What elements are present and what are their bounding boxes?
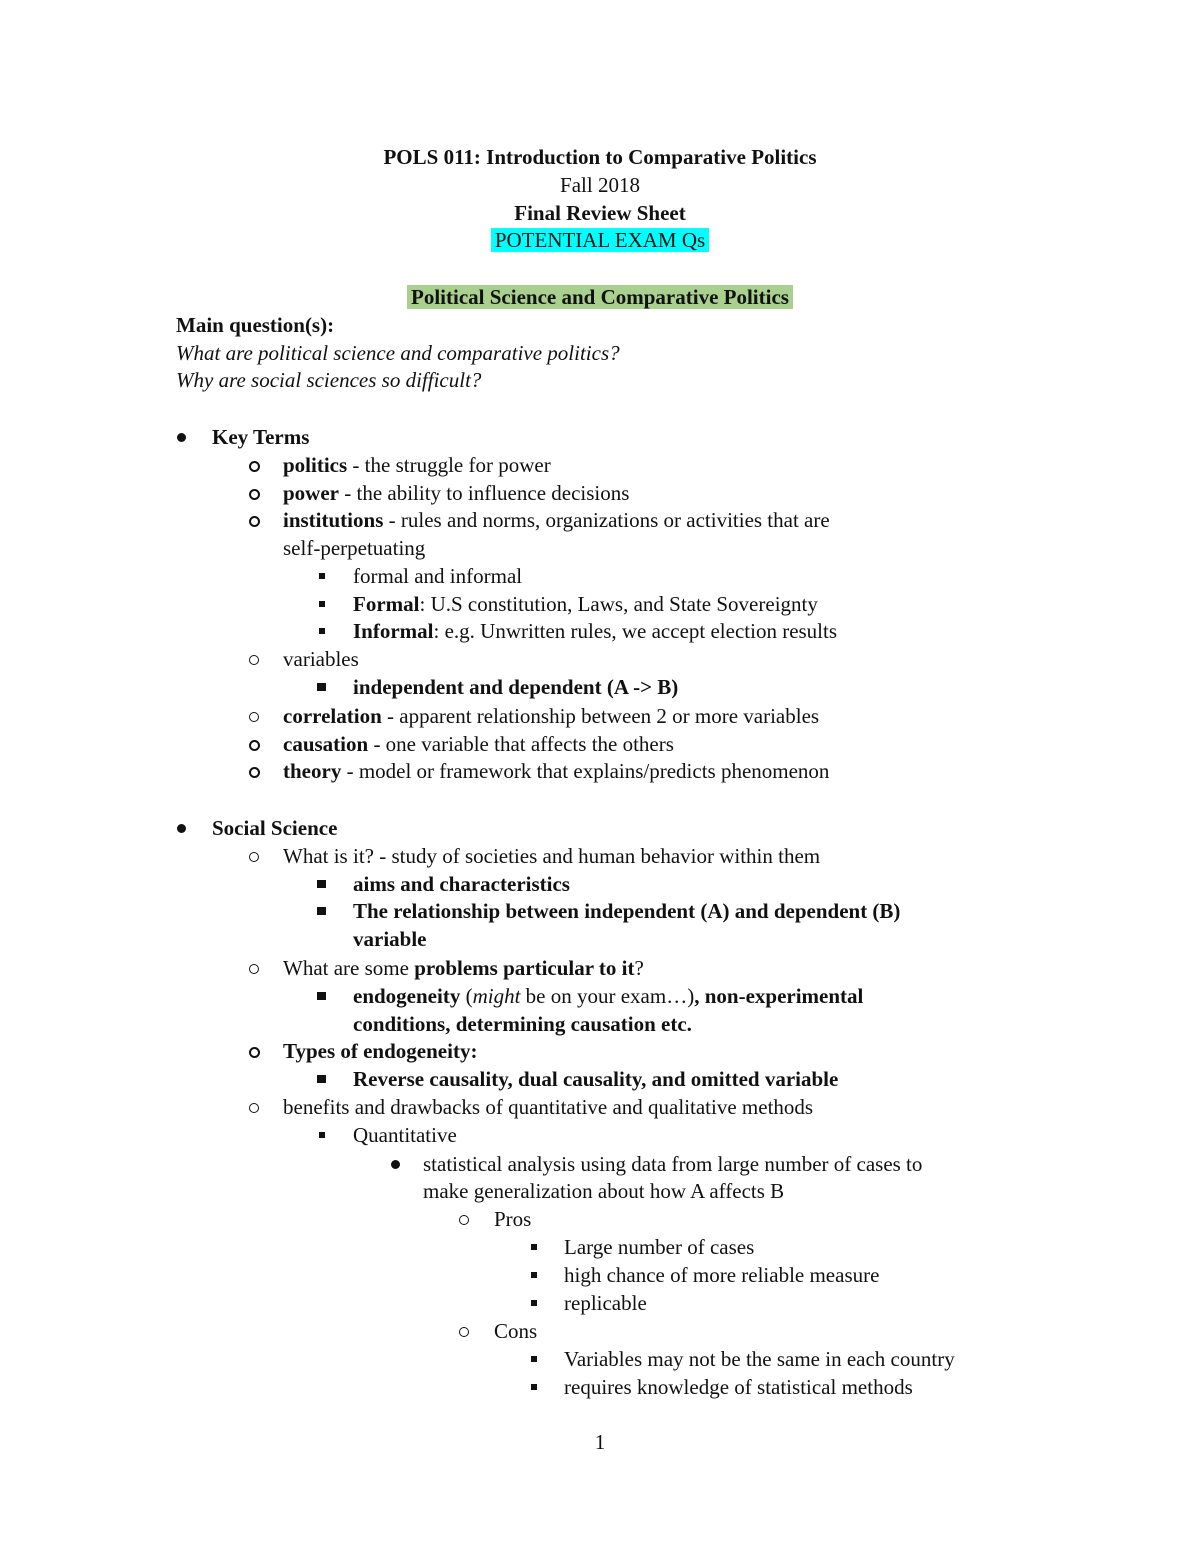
square-bullet-icon bbox=[318, 562, 332, 590]
list-item-quantitative: Quantitative bbox=[353, 1123, 457, 1147]
list-item-theory bbox=[283, 757, 829, 785]
circle-bullet-icon bbox=[249, 451, 263, 479]
endo-rest: , non-experimental bbox=[694, 984, 864, 1008]
list-item-pro-3: replicable bbox=[564, 1291, 647, 1315]
list-item-causation bbox=[283, 730, 674, 758]
list-item-aims: aims and characteristics bbox=[353, 872, 570, 896]
list-item-quant-desc-cont: make generalization about how A affects B bbox=[423, 1179, 785, 1203]
circle-bullet-icon bbox=[249, 757, 263, 785]
bullet-icon bbox=[390, 1150, 404, 1178]
square-bullet-icon bbox=[317, 897, 331, 925]
section-title-line bbox=[0, 283, 1200, 311]
term-politics: politics bbox=[283, 453, 348, 477]
def-theory: - model or framework that explains/predicts phenomenon bbox=[341, 759, 830, 783]
bullet-icon bbox=[176, 423, 190, 451]
list-item-politics bbox=[283, 451, 551, 479]
exam-highlight-line bbox=[0, 226, 1200, 254]
circle-bullet-icon bbox=[249, 506, 263, 534]
exam-highlight: POTENTIAL EXAM Qs bbox=[491, 228, 709, 252]
list-item-formal bbox=[353, 590, 818, 618]
list-item-types-list: Reverse causality, dual causality, and omitted variable bbox=[353, 1067, 839, 1091]
square-bullet-icon bbox=[318, 1121, 332, 1149]
page-number: 1 bbox=[594, 1430, 606, 1454]
list-item-power bbox=[283, 479, 629, 507]
problems-suffix: ? bbox=[634, 956, 644, 980]
circle-bullet-icon bbox=[249, 1093, 263, 1121]
circle-bullet-icon bbox=[249, 842, 263, 870]
question-1: What are political science and comparative politics? bbox=[176, 341, 620, 365]
list-item-cons: Cons bbox=[494, 1319, 538, 1343]
term-informal: Informal bbox=[353, 619, 434, 643]
problems-bold: problems particular to it bbox=[414, 956, 635, 980]
main-questions-label: Main question(s): bbox=[176, 313, 335, 337]
course-title: POLS 011: Introduction to Comparative Politics bbox=[383, 145, 817, 169]
term: Fall 2018 bbox=[560, 173, 640, 197]
square-bullet-icon bbox=[318, 590, 332, 618]
list-item-endogeneity-cont: conditions, determining causation etc. bbox=[353, 1012, 692, 1036]
question-2: Why are social sciences so difficult? bbox=[176, 368, 482, 392]
square-bullet-icon bbox=[317, 982, 331, 1010]
list-item-institutions bbox=[283, 506, 830, 534]
term-formal: Formal bbox=[353, 592, 420, 616]
list-item-con-1: Variables may not be the same in each country bbox=[564, 1347, 955, 1371]
list-item-pros: Pros bbox=[494, 1207, 532, 1231]
list-item-pro-1: Large number of cases bbox=[564, 1235, 755, 1259]
square-bullet-icon bbox=[318, 617, 332, 645]
list-item-relationship-cont: variable bbox=[353, 927, 427, 951]
circle-bullet-icon bbox=[459, 1317, 473, 1345]
term-institutions: institutions bbox=[283, 508, 384, 532]
list-item-indep-dep: independent and dependent (A -> B) bbox=[353, 675, 679, 699]
list-item-con-2: requires knowledge of statistical methods bbox=[564, 1375, 913, 1399]
square-bullet-icon bbox=[317, 673, 331, 701]
list-item-relationship: The relationship between independent (A) and dependent (B) bbox=[353, 899, 901, 923]
circle-bullet-icon bbox=[249, 645, 263, 673]
square-bullet-icon bbox=[530, 1261, 544, 1289]
circle-bullet-icon bbox=[249, 479, 263, 507]
list-item-types-label: Types of endogeneity: bbox=[283, 1039, 478, 1063]
section-title: Political Science and Comparative Politics bbox=[407, 285, 793, 309]
square-bullet-icon bbox=[530, 1289, 544, 1317]
square-bullet-icon bbox=[317, 1065, 331, 1093]
def-informal: : e.g. Unwritten rules, we accept election results bbox=[433, 619, 838, 643]
term-theory: theory bbox=[283, 759, 342, 783]
list-item-formal-informal: formal and informal bbox=[353, 564, 523, 588]
list-item-what-is-it: What is it? - study of societies and human behavior within them bbox=[283, 844, 821, 868]
key-terms-label: Key Terms bbox=[212, 425, 310, 449]
endo-paren-rest: be on your exam…) bbox=[520, 984, 695, 1008]
circle-bullet-icon bbox=[249, 702, 263, 730]
term-endogeneity: endogeneity bbox=[353, 984, 461, 1008]
list-item-methods: benefits and drawbacks of quantitative and qualitative methods bbox=[283, 1095, 814, 1119]
bullet-icon bbox=[176, 814, 190, 842]
endo-might: might bbox=[472, 984, 521, 1008]
def-institutions-cont: self-perpetuating bbox=[283, 536, 426, 560]
circle-bullet-icon bbox=[249, 1037, 263, 1065]
list-item-correlation bbox=[283, 702, 819, 730]
endo-paren-open: ( bbox=[460, 984, 473, 1008]
term-power: power bbox=[283, 481, 339, 505]
circle-bullet-icon bbox=[249, 954, 263, 982]
def-politics: - the struggle for power bbox=[347, 453, 551, 477]
circle-bullet-icon bbox=[459, 1205, 473, 1233]
square-bullet-icon bbox=[317, 870, 331, 898]
def-formal: : U.S constitution, Laws, and State Sovereignty bbox=[419, 592, 818, 616]
square-bullet-icon bbox=[530, 1373, 544, 1401]
def-power: - the ability to influence decisions bbox=[339, 481, 630, 505]
problems-prefix: What are some bbox=[283, 956, 415, 980]
term-causation: causation bbox=[283, 732, 369, 756]
list-item-problems bbox=[283, 954, 644, 982]
list-item-variables: variables bbox=[283, 647, 359, 671]
list-item-informal bbox=[353, 617, 837, 645]
circle-bullet-icon bbox=[249, 730, 263, 758]
list-item-pro-2: high chance of more reliable measure bbox=[564, 1263, 880, 1287]
square-bullet-icon bbox=[530, 1345, 544, 1373]
social-science-label: Social Science bbox=[212, 816, 338, 840]
def-correlation: - apparent relationship between 2 or more variables bbox=[381, 704, 820, 728]
list-item-quant-desc: statistical analysis using data from large number of cases to bbox=[423, 1152, 923, 1176]
def-institutions: - rules and norms, organizations or activities that are bbox=[383, 508, 830, 532]
term-correlation: correlation bbox=[283, 704, 382, 728]
list-item-endogeneity bbox=[353, 982, 863, 1010]
square-bullet-icon bbox=[530, 1233, 544, 1261]
sheet-title: Final Review Sheet bbox=[514, 201, 686, 225]
def-causation: - one variable that affects the others bbox=[368, 732, 674, 756]
